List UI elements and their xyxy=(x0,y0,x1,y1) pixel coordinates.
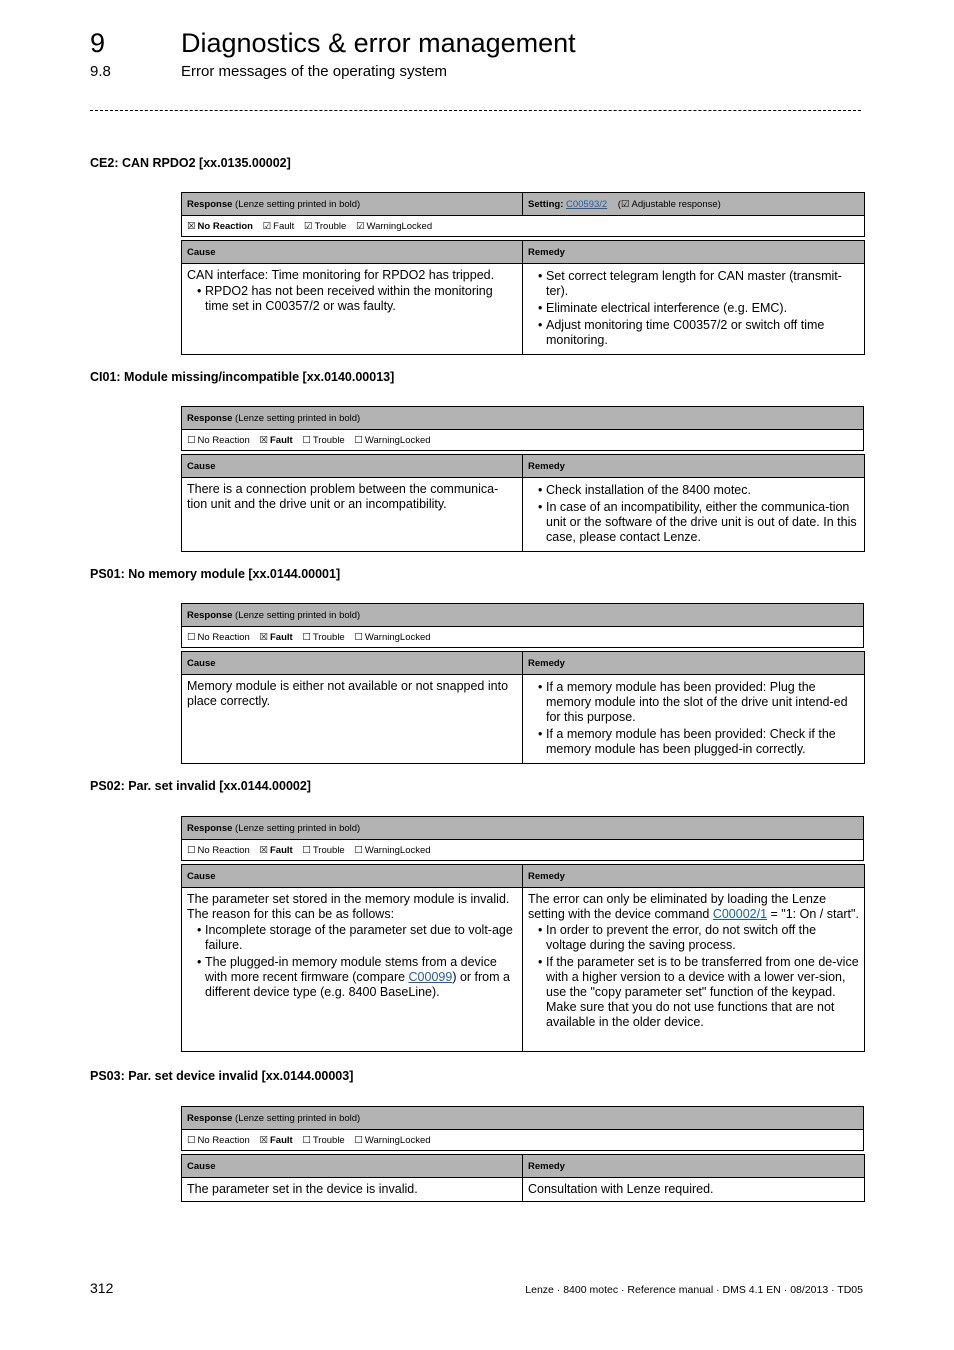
error-heading-ci01: CI01: Module missing/incompatible [xx.0140.00013] xyxy=(90,370,395,384)
list-item: • RPDO2 has not been received within the monitoring time set in C00357/2 or was faulty. xyxy=(187,284,517,314)
option-fault: ☒ Fault xyxy=(259,434,293,446)
option-no-reaction: ☒ No Reaction xyxy=(187,220,253,232)
checkbox-icon: ☑ xyxy=(303,220,313,232)
cause-header: Cause xyxy=(182,865,523,888)
cause-remedy-table-ci01 xyxy=(181,454,865,552)
cause-cell: The parameter set in the device is invalid. xyxy=(182,1178,523,1202)
checkbox-icon: ☐ xyxy=(302,844,311,856)
option-warning-locked: ☐ WarningLocked xyxy=(354,631,431,643)
remedy-cell xyxy=(523,675,865,764)
response-table-ps02 xyxy=(181,816,864,861)
link-c00002-1[interactable]: C00002/1 xyxy=(712,907,768,921)
list-item: • In case of an incompatibility, either the communica-tion unit or the software of the drive unit is out of date. In this case, please contact Lenze. xyxy=(528,500,859,545)
cause-header: Cause xyxy=(182,455,523,478)
header-divider xyxy=(90,110,861,111)
remedy-cell xyxy=(523,264,865,355)
checkbox-icon: ☑ xyxy=(355,220,365,232)
response-options xyxy=(182,627,864,648)
checkbox-icon: ☐ xyxy=(187,844,196,856)
option-warning-locked: ☑ WarningLocked xyxy=(355,220,433,232)
option-no-reaction: ☐ No Reaction xyxy=(187,434,250,446)
checkbox-icon: ☐ xyxy=(302,631,311,643)
remedy-header: Remedy xyxy=(523,865,865,888)
response-table-ce2 xyxy=(181,192,865,237)
error-heading-ps01: PS01: No memory module [xx.0144.00001] xyxy=(90,567,341,581)
section-title: Error messages of the operating system xyxy=(181,63,447,80)
lenze-note: (Lenze setting printed in bold) xyxy=(235,412,361,424)
list-item: • Check installation of the 8400 motec. xyxy=(528,483,859,498)
list-item: • Eliminate electrical interference (e.g. EMC). xyxy=(528,301,859,316)
checkbox-icon: ☐ xyxy=(354,434,363,446)
option-trouble: ☐ Trouble xyxy=(302,1134,345,1146)
remedy-header: Remedy xyxy=(523,652,865,675)
response-label: Response xyxy=(187,822,233,834)
adjustable-note: (☑ Adjustable response) xyxy=(617,198,721,210)
option-warning-locked: ☐ WarningLocked xyxy=(354,434,431,446)
cause-header: Cause xyxy=(182,652,523,675)
response-options xyxy=(182,840,864,861)
option-fault: ☑ Fault xyxy=(262,220,295,232)
response-options xyxy=(182,1130,864,1151)
error-heading-ps02: PS02: Par. set invalid [xx.0144.00002] xyxy=(90,779,311,793)
chapter-number: 9 xyxy=(90,28,106,58)
remedy-cell xyxy=(523,478,865,552)
response-label: Response xyxy=(187,609,233,621)
list-item: • If a memory module has been provided: Plug the memory module into the slot of the drive unit intend-ed for this purpose. xyxy=(528,680,859,725)
lenze-note: (Lenze setting printed in bold) xyxy=(235,822,361,834)
cause-remedy-table-ce2 xyxy=(181,240,865,355)
list-item: • If the parameter set is to be transferred from one de-vice with a higher version to a device with a lower ver-sion, use the "copy parameter set" function of the keypad. Make sure that you do not use functions that are not available in the older device. xyxy=(528,955,859,1030)
option-trouble: ☐ Trouble xyxy=(302,844,345,856)
remedy-header: Remedy xyxy=(523,1155,865,1178)
checkbox-icon: ☐ xyxy=(187,631,196,643)
remedy-cell: Consultation with Lenze required. xyxy=(523,1178,865,1202)
option-fault: ☒ Fault xyxy=(259,1134,293,1146)
option-trouble: ☑ Trouble xyxy=(303,220,347,232)
response-label: Response xyxy=(187,412,233,424)
checkbox-icon: ☐ xyxy=(354,844,363,856)
cause-remedy-table-ps02 xyxy=(181,864,865,1052)
cause-cell: Memory module is either not available or not snapped into place correctly. xyxy=(182,675,523,764)
checkbox-icon: ☒ xyxy=(259,434,268,446)
option-warning-locked: ☐ WarningLocked xyxy=(354,844,431,856)
checkbox-icon: ☒ xyxy=(259,844,268,856)
cause-cell: CAN interface: Time monitoring for RPDO2 has tripped. • RPDO2 has not been received within the monitoring time set in C00357/2 or was faulty. xyxy=(182,264,523,355)
option-no-reaction: ☐ No Reaction xyxy=(187,631,250,643)
list-item: • Incomplete storage of the parameter set due to volt-age failure. xyxy=(187,923,517,953)
option-trouble: ☐ Trouble xyxy=(302,434,345,446)
list-item: • In order to prevent the error, do not switch off the voltage during the saving process. xyxy=(528,923,859,953)
error-heading-ce2: CE2: CAN RPDO2 [xx.0135.00002] xyxy=(90,156,291,170)
setting-link-c00593[interactable]: C00593/2 xyxy=(566,198,608,210)
response-label: Response xyxy=(187,198,233,210)
response-table-ci01 xyxy=(181,406,864,451)
checkbox-icon: ☐ xyxy=(354,631,363,643)
cause-remedy-table-ps01 xyxy=(181,651,865,764)
link-c00099[interactable]: C00099 xyxy=(408,970,453,984)
checkbox-icon: ☐ xyxy=(187,434,196,446)
section-number: 9.8 xyxy=(90,63,111,80)
option-warning-locked: ☐ WarningLocked xyxy=(354,1134,431,1146)
lenze-note: (Lenze setting printed in bold) xyxy=(235,198,361,210)
response-table-ps01 xyxy=(181,603,864,648)
option-trouble: ☐ Trouble xyxy=(302,631,345,643)
checkbox-icon: ☐ xyxy=(302,1134,311,1146)
response-options xyxy=(182,216,865,237)
lenze-note: (Lenze setting printed in bold) xyxy=(235,609,361,621)
response-options xyxy=(182,430,864,451)
option-fault: ☒ Fault xyxy=(259,844,293,856)
list-item: • If a memory module has been provided: Check if the memory module has been plugged-in correctly. xyxy=(528,727,859,757)
cause-cell: The parameter set stored in the memory module is invalid. The reason for this can be as follows: • Incomplete storage of the parameter set due to volt-age failure. • The plugged-in memory module stems from a device with more recent firmware (compare C00099) or from a different device type (e.g. 8400 BaseLine). xyxy=(182,888,523,1052)
cause-header: Cause xyxy=(182,1155,523,1178)
cause-header: Cause xyxy=(182,241,523,264)
list-item: • Adjust monitoring time C00357/2 or switch off time monitoring. xyxy=(528,318,859,348)
response-label: Response xyxy=(187,1112,233,1124)
error-heading-ps03: PS03: Par. set device invalid [xx.0144.00003] xyxy=(90,1069,354,1083)
checkbox-icon: ☐ xyxy=(354,1134,363,1146)
checkbox-icon: ☑ xyxy=(262,220,272,232)
remedy-header: Remedy xyxy=(523,455,865,478)
response-table-ps03 xyxy=(181,1106,864,1151)
remedy-cell: The error can only be eliminated by loading the Lenze setting with the device command C00002/1 = "1: On / start". • In order to prevent the error, do not switch off the voltage during the saving process. • If the parameter set is to be transferred from one de-vice with a higher version to a device with a lower ver-sion, use the "copy parameter set" function of the keypad. Make sure that you do not use functions that are not available in the older device. xyxy=(523,888,865,1052)
checkbox-icon: ☐ xyxy=(187,1134,196,1146)
setting-label: Setting: xyxy=(528,198,564,210)
cause-remedy-table-ps03 xyxy=(181,1154,865,1202)
option-no-reaction: ☐ No Reaction xyxy=(187,844,250,856)
lenze-note: (Lenze setting printed in bold) xyxy=(235,1112,361,1124)
checkbox-icon: ☐ xyxy=(302,434,311,446)
checkbox-icon: ☒ xyxy=(259,1134,268,1146)
checkbox-icon: ☒ xyxy=(187,220,196,232)
list-item: • The plugged-in memory module stems from a device with more recent firmware (compare C00099) or from a different device type (e.g. 8400 BaseLine). xyxy=(187,955,517,1000)
chapter-title: Diagnostics & error management xyxy=(181,28,576,58)
option-fault: ☒ Fault xyxy=(259,631,293,643)
cause-cell: There is a connection problem between the communica-tion unit and the drive unit or an incompatibility. xyxy=(182,478,523,552)
option-no-reaction: ☐ No Reaction xyxy=(187,1134,250,1146)
checkbox-icon: ☒ xyxy=(259,631,268,643)
page-number: 312 xyxy=(90,1280,114,1296)
remedy-header: Remedy xyxy=(523,241,865,264)
footer-info: Lenze · 8400 motec · Reference manual · DMS 4.1 EN · 08/2013 · TD05 xyxy=(525,1284,863,1296)
list-item: • Set correct telegram length for CAN master (transmit-ter). xyxy=(528,269,859,299)
